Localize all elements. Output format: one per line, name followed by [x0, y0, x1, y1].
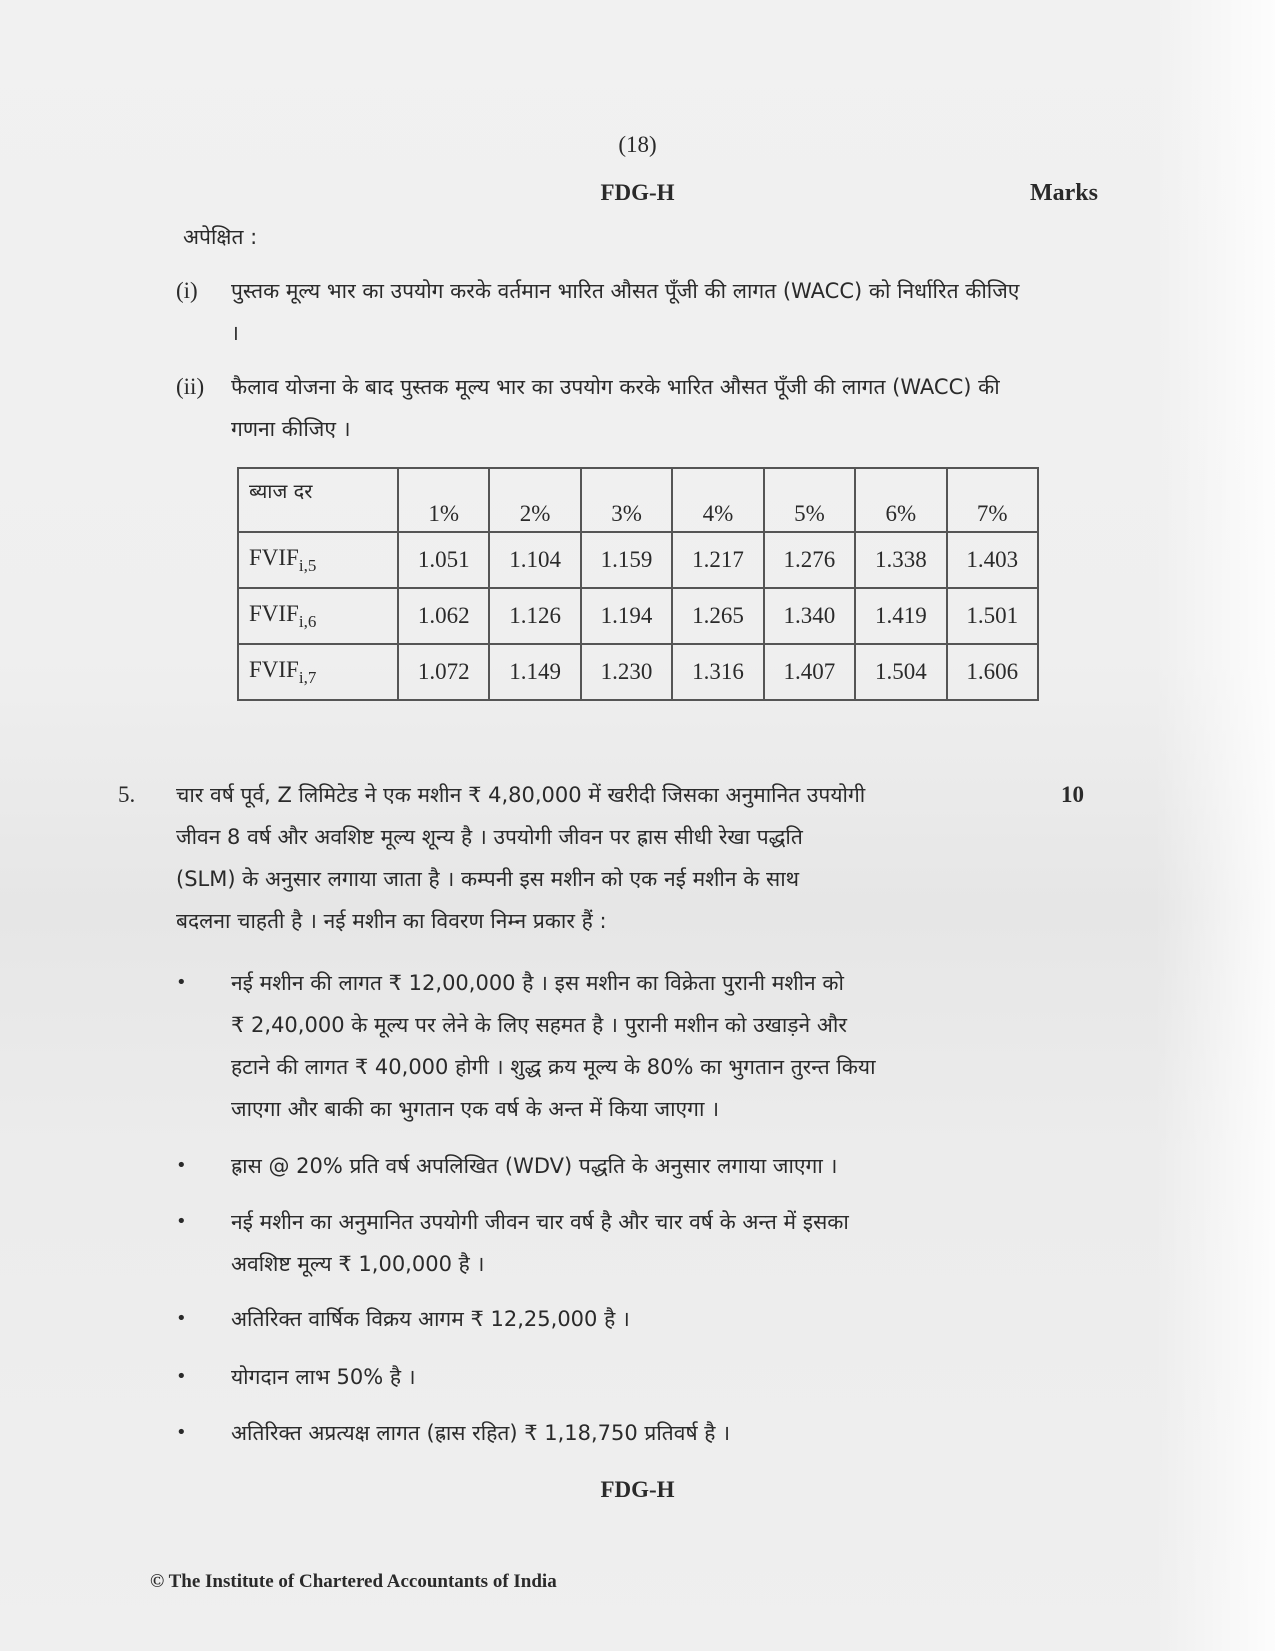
bullet-text	[231, 1145, 1021, 1187]
table-cell: 1.504	[855, 644, 946, 700]
row-label	[238, 532, 398, 588]
page-number: (18)	[618, 132, 657, 157]
requirement-number-1: (i)	[176, 278, 198, 303]
table-cell: 1.126	[489, 588, 580, 644]
bullet-line: ह्रास @ 20% प्रति वर्ष अपलिखित (WDV) पद्धति के अनुसार लगाया जाएगा ।	[231, 1154, 838, 1178]
row-label-text: FVIF	[249, 600, 299, 626]
rate-header: 7%	[947, 468, 1038, 532]
row-label-text: FVIF	[249, 544, 299, 570]
bullet-icon: •	[176, 1308, 187, 1329]
interest-rate-header: ब्याज दर	[238, 468, 398, 532]
table-cell: 1.194	[581, 588, 672, 644]
question-number: 5.	[118, 782, 136, 807]
rate-header: 2%	[489, 468, 580, 532]
question-line: बदलना चाहती है । नई मशीन का विवरण निम्न प्रकार हैं :	[176, 909, 607, 933]
row-label	[238, 588, 398, 644]
paper-code-bottom: FDG-H	[600, 1477, 675, 1502]
rate-header: 5%	[764, 468, 855, 532]
bullet-line: ₹ 2,40,000 के मूल्य पर लेने के लिए सहमत है । पुरानी मशीन को उखाड़ने और	[231, 1013, 847, 1037]
paper-code-top: FDG-H	[600, 180, 675, 205]
row-label	[238, 644, 398, 700]
table-cell: 1.149	[489, 644, 580, 700]
row-label-subscript: i,6	[298, 611, 317, 631]
table-cell: 1.276	[764, 532, 855, 588]
bullet-line: नई मशीन की लागत ₹ 12,00,000 है । इस मशीन का विक्रेता पुरानी मशीन को	[231, 971, 844, 995]
table-row	[238, 532, 1038, 588]
bullet-text	[231, 1356, 1021, 1398]
row-label-text: FVIF	[249, 656, 299, 682]
copyright-notice: © The Institute of Chartered Accountants of India	[150, 1571, 557, 1592]
table-cell: 1.051	[398, 532, 489, 588]
bullet-text	[231, 962, 1021, 1130]
bullet-icon: •	[176, 1211, 187, 1232]
bullet-text	[231, 1201, 1021, 1285]
table-header-row	[238, 468, 1038, 532]
requirement-text-2: फैलाव योजना के बाद पुस्तक मूल्य भार का उपयोग करके भारित औसत पूँजी की लागत (WACC) की गणना कीजिए ।	[231, 375, 1000, 441]
question-line: जीवन 8 वर्ष और अवशिष्ट मूल्य शून्य है । उपयोगी जीवन पर ह्रास सीधी रेखा पद्धति	[176, 825, 803, 849]
row-label-subscript: i,5	[298, 555, 317, 575]
row-label-subscript: i,7	[298, 667, 317, 687]
bullet-line: अवशिष्ट मूल्य ₹ 1,00,000 है ।	[231, 1252, 485, 1276]
table-cell: 1.419	[855, 588, 946, 644]
question-line: चार वर्ष पूर्व, Z लिमिटेड ने एक मशीन ₹ 4,80,000 में खरीदी जिसका अनुमानित उपयोगी	[176, 783, 866, 807]
table-cell: 1.316	[672, 644, 763, 700]
rate-header: 6%	[855, 468, 946, 532]
table-row	[238, 644, 1038, 700]
table-cell: 1.217	[672, 532, 763, 588]
rate-header: 4%	[672, 468, 763, 532]
bullet-text	[231, 1412, 1021, 1454]
fvif-table	[237, 467, 1039, 701]
bullet-line: अतिरिक्त वार्षिक विक्रय आगम ₹ 12,25,000 है ।	[231, 1307, 630, 1331]
rate-header: 1%	[398, 468, 489, 532]
bullet-line: जाएगा और बाकी का भुगतान एक वर्ष के अन्त में किया जाएगा ।	[231, 1097, 720, 1121]
bullet-line: नई मशीन का अनुमानित उपयोगी जीवन चार वर्ष है और चार वर्ष के अन्त में इसका	[231, 1210, 849, 1234]
table-cell: 1.159	[581, 532, 672, 588]
table-cell: 1.403	[947, 532, 1038, 588]
table-cell: 1.501	[947, 588, 1038, 644]
table-cell: 1.072	[398, 644, 489, 700]
question-marks: 10	[1061, 782, 1084, 807]
bullet-line: हटाने की लागत ₹ 40,000 होगी । शुद्ध क्रय मूल्य के 80% का भुगतान तुरन्त किया	[231, 1055, 876, 1079]
requirement-text-1: पुस्तक मूल्य भार का उपयोग करके वर्तमान भारित औसत पूँजी की लागत (WACC) को निर्धारित कीजिए ।	[231, 279, 1020, 345]
bullet-icon: •	[176, 972, 187, 993]
table-cell: 1.340	[764, 588, 855, 644]
table-row	[238, 588, 1038, 644]
marks-heading: Marks	[1030, 180, 1098, 206]
question-text	[176, 774, 1024, 942]
bullet-icon: •	[176, 1155, 187, 1176]
bullet-icon: •	[176, 1366, 187, 1387]
requirement-number-2: (ii)	[176, 374, 205, 399]
bullet-icon: •	[176, 1422, 187, 1443]
bullet-line: अतिरिक्त अप्रत्यक्ष लागत (ह्रास रहित) ₹ 1,18,750 प्रतिवर्ष है ।	[231, 1421, 731, 1445]
table-cell: 1.230	[581, 644, 672, 700]
question-line: (SLM) के अनुसार लगाया जाता है । कम्पनी इस मशीन को एक नई मशीन के साथ	[176, 867, 800, 891]
rate-header: 3%	[581, 468, 672, 532]
page-edge-shading	[1155, 0, 1275, 1651]
bullet-line: योगदान लाभ 50% है ।	[231, 1365, 416, 1389]
table-cell: 1.407	[764, 644, 855, 700]
table-cell: 1.265	[672, 588, 763, 644]
table-cell: 1.062	[398, 588, 489, 644]
table-cell: 1.338	[855, 532, 946, 588]
table-cell: 1.104	[489, 532, 580, 588]
requirements-label: अपेक्षित :	[183, 225, 258, 249]
table-cell: 1.606	[947, 644, 1038, 700]
bullet-text	[231, 1298, 1021, 1340]
